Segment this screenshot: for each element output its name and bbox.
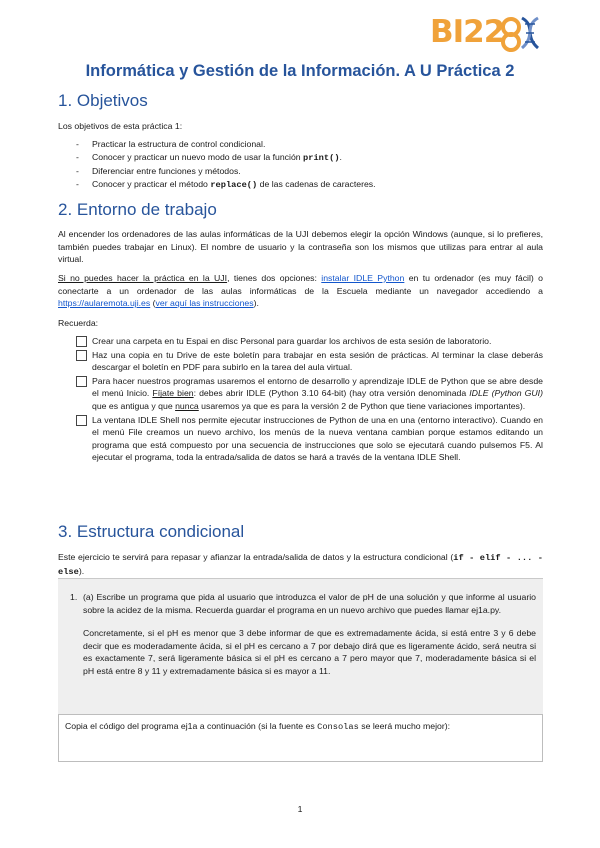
checkbox[interactable]: [76, 415, 87, 426]
heading-entorno: 2. Entorno de trabajo: [58, 200, 217, 219]
heading-estructura: 3. Estructura condicional: [58, 522, 245, 541]
instrucciones-link[interactable]: ver aquí las instrucciones: [155, 298, 254, 309]
answer-area[interactable]: [58, 714, 543, 762]
checkbox[interactable]: [76, 350, 87, 361]
exercise-statement: (a) Escribe un programa que pida al usuario que introduzca el valor de pH de una solución y que informe al usuario sobre la acidez de la misma. Recuerda guardar el programa en un nuevo archivo que puedes llamar ej1a.py.: [83, 592, 536, 615]
objetivos-list: [58, 138, 376, 192]
list-item: - Conocer y practicar el método replace() de las cadenas de caracteres.: [58, 178, 376, 192]
objetivos-intro: Los objetivos de esta práctica 1:: [58, 121, 183, 131]
dna-helix-icon: [500, 14, 542, 52]
opciones-paragraph: Si no puedes hacer la práctica en la UJI, tienes dos opciones: instalar IDLE Python en tu ordenador (es muy fácil) o conectarte a un ordenador de las aulas informáticas de la Escuela mediante un navegador accediendo a https://aularemota.uji.es (ver aquí las instrucciones).: [58, 273, 543, 309]
checklist-item: Para hacer nuestros programas usaremos el entorno de desarrollo y aprendizaje IDLE de Python que se abre desde el menú Inicio. Fíjate bien: debes abrir IDLE (Python 3.10 64-bit) (hay otra versión denominada IDLE (Python GUI) que es antigua y que nunca usaremos ya que es para la versión 2 de Python que tiene variaciones importantes).: [76, 375, 543, 413]
checkbox[interactable]: [76, 336, 87, 347]
estructura-intro: Este ejercicio te servirá para repasar y afianzar la entrada/salida de datos y la estructura condicional (if - elif - ... - else).: [58, 552, 543, 577]
exercise-box: [58, 578, 543, 715]
checklist-item: Haz una copia en tu Drive de este boletín para trabajar en esta sesión de prácticas. Al terminar la clase deberás descargar el boletín en PDF para subirlo en la tarea del aula virtual.: [76, 349, 543, 374]
bi22-logo: [430, 12, 542, 52]
checklist-item: La ventana IDLE Shell nos permite ejecutar instrucciones de Python de una en una (entorno interactivo). Cuando en el menú File creamos un nuevo archivo, los menús de la nueva ventana cambian porque estamos editando un programa que está compuesto por una secuencia de instrucciones que solo se ejecutará cuando pulsemos F5. Al ejecutar el programa, toda la entrada/salida de datos se hará a través de la ventana IDLE Shell.: [76, 414, 543, 464]
exercise-details: Concretamente, si el pH es menor que 3 debe informar de que es extremadamente ácida, si está entre 3 y 6 debe decir que es moderadamente ácida, si el pH es cercano a 7 por debajo dirá que es ligeramente ácido, será neutra si es exactamente 7, será ligeramente básica si el pH es cercano a 7 pero mayor que 7, moderadamente básica si el pH está entre 8 y 11 y extremadamente básica si es mayor a 11.: [83, 628, 536, 676]
entorno-paragraph: Al encender los ordenadores de las aulas informáticas de la UJI debemos elegir la opción Windows (aunque, si lo prefieres, también puedes trabajar en Linux). El nombre de usuario y la contraseña son los mismos que utilizas para entrar al aula virtual.: [58, 229, 543, 265]
list-item: - Practicar la estructura de control condicional.: [58, 138, 376, 151]
list-item: - Diferenciar entre funciones y métodos.: [58, 165, 376, 178]
recuerda-label: Recuerda:: [58, 318, 99, 328]
recuerda-checklist: [76, 335, 543, 465]
checklist-item: Crear una carpeta en tu Espai en disc Personal para guardar los archivos de esta sesión de laboratorio.: [76, 335, 543, 348]
instalar-idle-link[interactable]: instalar IDLE Python: [321, 273, 405, 283]
page-number: 1: [297, 804, 303, 814]
aularemota-link[interactable]: https://aularemota.uji.es: [58, 298, 151, 309]
heading-objetivos: 1. Objetivos: [58, 91, 148, 110]
answer-label: Copia el código del programa ej1a a continuación (si la fuente es Consolas se leerá mucho mejor):: [65, 721, 451, 732]
checkbox[interactable]: [76, 376, 87, 387]
exercise-number: 1.: [70, 592, 78, 602]
list-item: - Conocer y practicar un nuevo modo de usar la función print().: [58, 151, 376, 165]
logo-text: BI22: [430, 14, 505, 50]
document-title: Informática y Gestión de la Información. A U Práctica 2: [85, 62, 515, 80]
